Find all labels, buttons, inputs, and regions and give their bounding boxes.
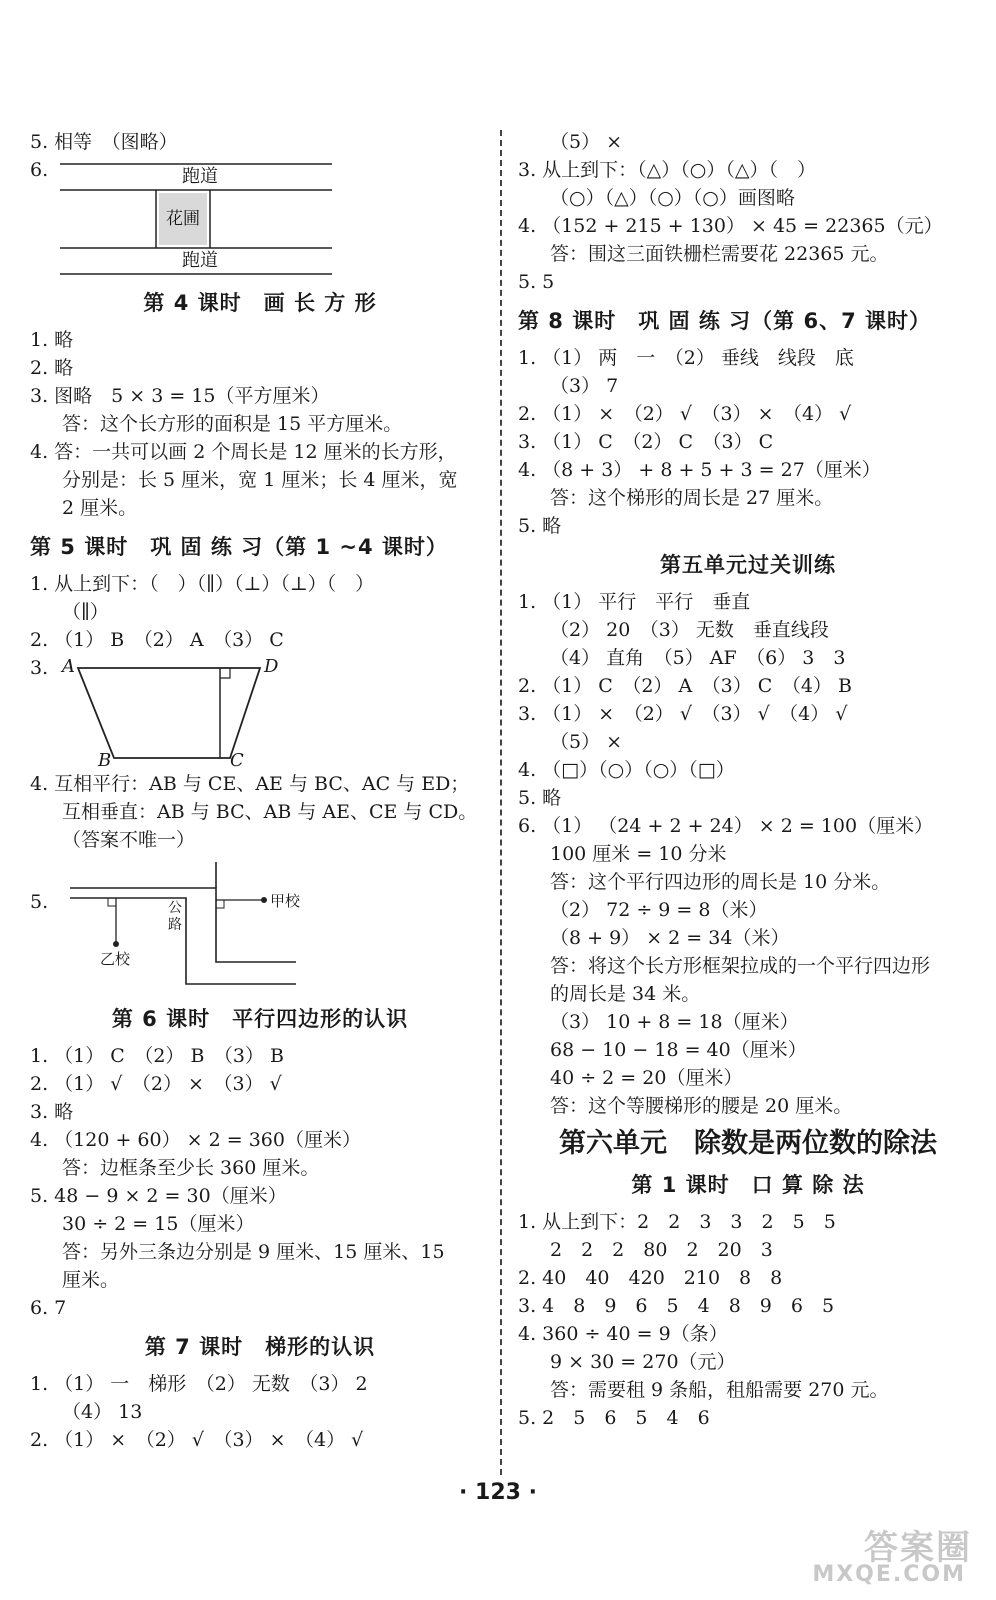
answer-line: 2. （1） × （2） √ （3） × （4） √ xyxy=(518,403,852,425)
vertex-a: A xyxy=(62,656,75,677)
unit6-title: 第六单元 除数是两位数的除法 xyxy=(559,1128,937,1159)
answer-line: （2） 20 （3） 无数 垂直线段 xyxy=(550,619,829,641)
answer-line: （8 + 9） × 2 = 34（米） xyxy=(550,927,790,949)
question-number: 5. xyxy=(30,891,49,913)
section-title-4: 第 4 课时 画 长 方 形 xyxy=(143,291,377,315)
answer-line: 5. 相等 （图略） xyxy=(30,131,178,153)
section-title-5: 第 5 课时 巩 固 练 习（第 1 ~4 课时） xyxy=(30,535,448,559)
answer-line: 1. （1） 平行 平行 垂直 xyxy=(518,591,751,613)
answer-line: 答：将这个长方形框架拉成的一个平行四边形 xyxy=(550,955,931,977)
answer-line: 2 2 2 80 2 20 3 xyxy=(550,1239,773,1261)
answer-line: 厘米。 xyxy=(62,1269,120,1291)
answer-line: 1. （1） C （2） B （3） B xyxy=(30,1045,285,1067)
right-column xyxy=(518,128,978,1432)
answer-line: 30 ÷ 2 = 15（厘米） xyxy=(62,1213,255,1235)
page-number: · 123 · xyxy=(459,1480,537,1505)
track-bottom-label: 跑道 xyxy=(182,250,218,271)
answer-line: 4. （120 + 60） × 2 = 360（厘米） xyxy=(30,1129,361,1151)
section-title-6: 第 6 课时 平行四边形的认识 xyxy=(111,1007,409,1031)
answer-line: 答：这个平行四边形的周长是 10 分米。 xyxy=(550,871,891,893)
answer-line: 2. （1） √ （2） × （3） √ xyxy=(30,1073,282,1095)
answer-line: （2） 72 ÷ 9 = 8（米） xyxy=(550,899,768,921)
answer-line: 4. （8 + 3） + 8 + 5 + 3 = 27（厘米） xyxy=(518,459,881,481)
answer-line: 5. 略 xyxy=(518,515,562,537)
school-yi-label: 乙校 xyxy=(100,950,131,968)
answer-line: 答：需要租 9 条船，租船需要 270 元。 xyxy=(550,1379,889,1401)
answer-line: 的周长是 34 米。 xyxy=(550,983,701,1005)
road-label: 公路 xyxy=(168,900,182,933)
answer-line: （答案不唯一） xyxy=(62,829,196,851)
answer-line: 4. 互相平行：AB 与 CE、AE 与 BC、AC 与 ED； xyxy=(30,773,470,795)
answer-line: （○）（△）（○）（○）画图略 xyxy=(550,187,795,209)
school-jia-label: 甲校 xyxy=(270,892,301,910)
answer-line: 6. 7 xyxy=(30,1297,67,1319)
section-title-8: 第 8 课时 巩 固 练 习（第 6、7 课时） xyxy=(518,309,932,333)
vertex-b: B xyxy=(98,750,112,771)
answer-line: 1. （1） 一 梯形 （2） 无数 （3） 2 xyxy=(30,1373,368,1395)
unit5-review-title: 第五单元过关训练 xyxy=(660,553,836,577)
answer-line: 68 − 10 − 18 = 40（厘米） xyxy=(550,1039,807,1061)
answer-line: 3. 4 8 9 6 5 4 8 9 6 5 xyxy=(518,1295,835,1317)
answer-line: 答：这个长方形的面积是 15 平方厘米。 xyxy=(62,413,403,435)
answer-line: 答：边框条至少长 360 厘米。 xyxy=(62,1157,320,1179)
left-column xyxy=(30,128,490,1454)
answer-line: （∥） xyxy=(62,601,109,623)
answer-line: 4. （□）（○）（○）（□） xyxy=(518,759,735,781)
answer-line: 答：这个等腰梯形的腰是 20 厘米。 xyxy=(550,1095,853,1117)
road-diagram xyxy=(60,854,320,994)
answer-line: 答：另外三条边分别是 9 厘米、15 厘米、15 xyxy=(62,1241,445,1263)
answer-line: 2 厘米。 xyxy=(62,497,138,519)
answer-line: 5. 48 − 9 × 2 = 30（厘米） xyxy=(30,1185,287,1207)
answer-line: 1. （1） 两 一 （2） 垂线 线段 底 xyxy=(518,347,854,369)
answer-line: 1. 略 xyxy=(30,329,74,351)
answer-line: 4. （152 + 215 + 130） × 45 = 22365（元） xyxy=(518,215,943,237)
watermark-url: MXQE.COM xyxy=(812,1562,966,1587)
answer-line: 6. （1） （24 + 2 + 24） × 2 = 100（厘米） xyxy=(518,815,934,837)
unit6-section-title-1: 第 1 课时 口 算 除 法 xyxy=(631,1173,865,1197)
answer-line: 3. （1） C （2） C （3） C xyxy=(518,431,774,453)
trapezoid-figure xyxy=(30,654,490,770)
answer-line: 3. 从上到下：（△）（○）（△）（ ） xyxy=(518,159,816,181)
track-garden-figure xyxy=(30,156,490,278)
answer-line: 答：围这三面铁栅栏需要花 22365 元。 xyxy=(550,243,889,265)
answer-line: 3. 略 xyxy=(30,1101,74,1123)
answer-line: 100 厘米 = 10 分米 xyxy=(550,843,727,865)
answer-line: （3） 10 + 8 = 18（厘米） xyxy=(550,1011,799,1033)
answer-line: 5. 2 5 6 5 4 6 xyxy=(518,1407,710,1429)
answer-line: 分别是：长 5 厘米，宽 1 厘米；长 4 厘米，宽 xyxy=(62,469,458,491)
answer-line: 3. 图略 5 × 3 = 15（平方厘米） xyxy=(30,385,330,407)
section-title-7: 第 7 课时 梯形的认识 xyxy=(144,1335,376,1359)
answer-line: 2. （1） B （2） A （3） C xyxy=(30,629,284,651)
answer-line: 3. （1） × （2） √ （3） √ （4） √ xyxy=(518,703,848,725)
answer-line: （3） 7 xyxy=(550,375,619,397)
answer-line: （5） × xyxy=(550,131,623,153)
answer-line: 2. （1） × （2） √ （3） × （4） √ xyxy=(30,1429,364,1451)
answer-line: 40 ÷ 2 = 20（厘米） xyxy=(550,1067,743,1089)
answer-line: 9 × 30 = 270（元） xyxy=(550,1351,736,1373)
answer-line: （4） 13 xyxy=(62,1401,143,1423)
answer-line: 1. 从上到下：（ ）（∥）（⊥）（⊥）（ ） xyxy=(30,573,375,595)
vertex-d: D xyxy=(264,656,279,677)
answer-line: 互相垂直：AB 与 BC、AB 与 AE、CE 与 CD。 xyxy=(62,801,478,823)
answer-line: 5. 略 xyxy=(518,787,562,809)
answer-line: 答：这个梯形的周长是 27 厘米。 xyxy=(550,487,834,509)
garden-label: 花圃 xyxy=(166,209,200,229)
track-top-label: 跑道 xyxy=(182,166,218,187)
answer-line: 4. 答：一共可以画 2 个周长是 12 厘米的长方形， xyxy=(30,441,457,463)
watermark-logo: 答案圈 xyxy=(864,1528,972,1568)
answer-line: 1. 从上到下：2 2 3 3 2 5 5 xyxy=(518,1211,836,1233)
answer-line: 2. 略 xyxy=(30,357,74,379)
question-number: 6. xyxy=(30,159,49,181)
answer-line: （5） × xyxy=(550,731,623,753)
answer-line: 4. 360 ÷ 40 = 9（条） xyxy=(518,1323,728,1345)
answer-line: 5. 5 xyxy=(518,271,555,293)
school-road-figure xyxy=(30,854,490,994)
vertex-c: C xyxy=(230,750,244,771)
column-divider xyxy=(500,130,502,1475)
answer-line: 2. （1） C （2） A （3） C （4） B xyxy=(518,675,852,697)
question-number: 3. xyxy=(30,657,49,679)
answer-line: 2. 40 40 420 210 8 8 xyxy=(518,1267,783,1289)
answer-line: （4） 直角 （5） AF （6） 3 3 xyxy=(550,647,846,669)
